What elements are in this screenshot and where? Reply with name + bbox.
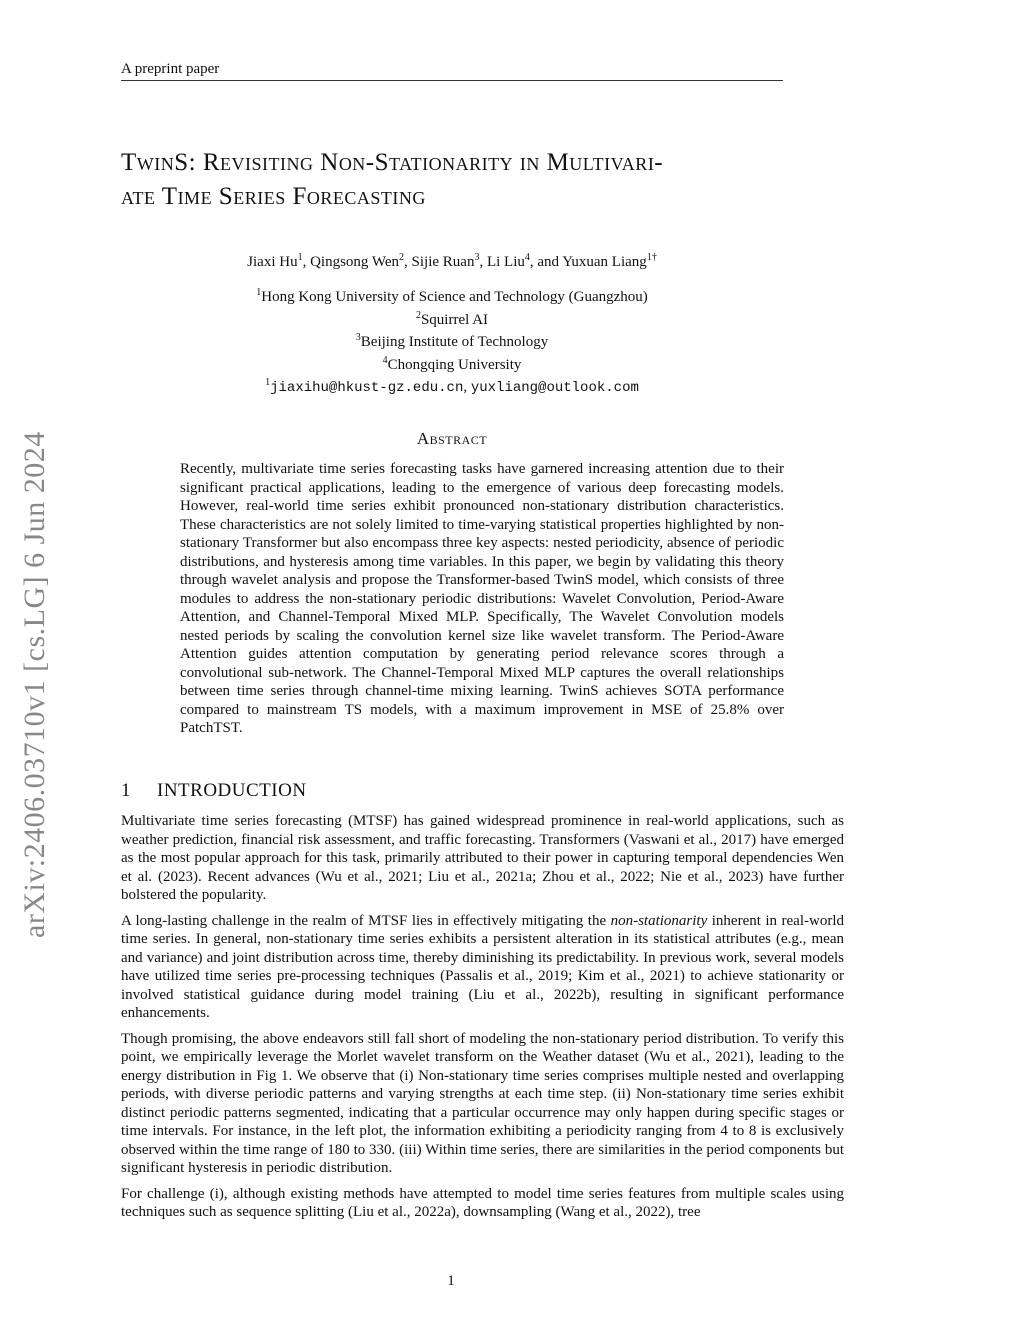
author-affil-mark: 1 — [297, 252, 303, 263]
abstract-text: Recently, multivariate time series forecasting tasks have garnered increasing attention due to their significant practical applications, leading to the emergence of various deep forecasting models. However, real-world time series exhibit pronounced non-stationary distribution characteristics. These characteristics are not solely limited to time-varying statistical properties highlighted by non-stationary Transformer but also encompass three key aspects: nested periodicity, absence of periodic distributions, and hysteresis among time variables. In this paper, we begin by validating this theory through wavelet analysis and propose the Transformer-based TwinS model, which consists of three modules to address the non-stationary periodic distributions: Wavelet Convolution, Period-Aware Attention, and Channel-Temporal Mixed MLP. Specifically, The Wavelet Convolution models nested periods by scaling the convolution kernel size like wavelet transform. The Period-Aware Attention guides attention computation by generating period relevance scores through a convolutional sub-network. The Channel-Temporal Mixed MLP captures the overall relationships between time series through channel-time mixing learning. TwinS achieves SOTA performance compared to mainstream TS models, with a maximum improvement in MSE of 25.8% over PatchTST. — [180, 461, 784, 736]
author-name: Li Liu — [486, 254, 525, 270]
paragraph: Multivariate time series forecasting (MTSF) has gained widespread prominence in real-world applications, such as weather prediction, financial risk assessment, and traffic forecasting. Transformers (Vaswani et al., 2017) have emerged as the most popular approach for this task, primarily attributed to their power in capturing temporal dependencies Wen et al. (2023). Recent advances (Wu et al., 2021; Liu et al., 2021a; Zhou et al., 2022; Nie et al., 2023) have further bolstered the popularity. — [121, 813, 844, 903]
running-head: A preprint paper — [121, 60, 783, 81]
emphasis: non-stationarity — [610, 912, 708, 929]
email-line: $^1$jiaxihu@hkust-gz.edu.cn, yuxliang@outlook.com — [265, 377, 639, 396]
affiliation-list — [121, 284, 783, 398]
body-text — [121, 812, 844, 1229]
affiliation: $^3$Beijing Institute of Technology — [355, 332, 549, 350]
page-number: 1 — [447, 1273, 455, 1289]
section-title: INTRODUCTION — [157, 780, 307, 801]
paragraph: A long-lasting challenge in the realm of MTSF lies in effectively mitigating the non-stationarity inherent in real-world time series. In general, non-stationary time series exhibits a persistent alteration in its statistical attributes (e.g., mean and variance) and joint distribution across time, thereby diminishing its predictability. In previous work, several models have utilized time series pre-processing techniques (Passalis et al., 2019; Kim et al., 2021) to achieve stationarity or involved statistical guidance during model training (Liu et al., 2022b), resulting in significant performance enhancements. — [121, 912, 844, 1021]
paragraph: For challenge (i), although existing methods have attempted to model time series features from multiple scales using techniques such as sequence splitting (Liu et al., 2022a), downsampling (Wang et al., 2022), tree — [121, 1185, 844, 1220]
affiliation: $^2$Squirrel AI — [415, 309, 489, 328]
author-name: Yuxuan Liang — [562, 254, 647, 270]
title-line-1: TwinS: Revisiting Non-Stationarity in Multivari- — [121, 149, 664, 176]
arxiv-identifier: arXiv:2406.03710v1 [cs.LG] 6 Jun 2024 — [18, 431, 51, 938]
email-link[interactable]: jiaxihu@hkust-gz.edu.cn — [270, 380, 464, 396]
email-link[interactable]: yuxliang@outlook.com — [470, 380, 639, 396]
author-name: Qingsong Wen — [310, 254, 400, 270]
author-affil-mark: 1† — [646, 252, 657, 263]
author-name: Jiaxi Hu — [247, 254, 298, 270]
author-list: Jiaxi Hu$^1$, Qingsong Wen$^2$, Sijie Ruan$^3$, Li Liu$^4$, and Yuxuan Liang$^{1\dagger}$ — [247, 252, 657, 270]
affiliation: $^1$Hong Kong University of Science and Technology (Guangzhou) — [256, 287, 648, 305]
author-affil-mark: 2 — [399, 252, 405, 263]
title-line-2: ate Time Series Forecasting — [121, 183, 426, 210]
author-affil-mark: 4 — [524, 252, 530, 263]
paper-title — [121, 146, 861, 214]
author-name: Sijie Ruan — [411, 254, 475, 270]
affiliation: $^4$Chongqing University — [382, 354, 522, 373]
section-heading — [121, 779, 783, 803]
section-number: 1 — [121, 780, 131, 801]
author-affil-mark: 3 — [474, 252, 480, 263]
abstract-heading: Abstract — [416, 429, 488, 448]
paragraph: Though promising, the above endeavors still fall short of modeling the non-stationary period distribution. To verify this point, we empirically leverage the Morlet wavelet transform on the Weather dataset (Wu et al., 2021), leading to the energy distribution in Fig 1. We observe that (i) Non-stationary time series comprises multiple nested and overlapping periods, with diverse periodic patterns and varying strengths at each time step. (ii) Non-stationary time series exhibit distinct periodic patterns segmented, indicating that a particular occurrence may only happen during specific stages or time intervals. For instance, in the left plot, the information exhibiting a periodicity ranging from 4 to 8 is exclusively observed within the time range of 180 to 330. (iii) Within time series, there are similarities in the period components but significant hysteresis in periodic distribution. — [121, 1030, 844, 1176]
